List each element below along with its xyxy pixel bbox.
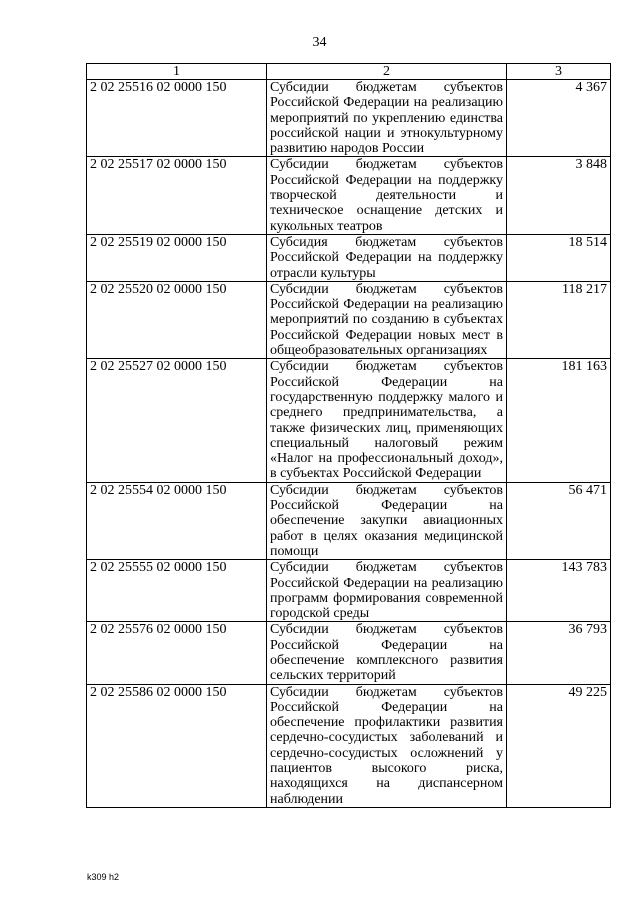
row-amount: 118 217 bbox=[507, 281, 611, 358]
row-code: 2 02 25586 02 0000 150 bbox=[87, 684, 267, 807]
row-description: Субсидия бюджетам субъектов Российской Федерации на поддержку отрасли культуры bbox=[267, 234, 507, 281]
row-amount: 3 848 bbox=[507, 157, 611, 234]
column-header-3: 3 bbox=[507, 64, 611, 80]
table-row bbox=[87, 281, 611, 358]
row-code: 2 02 25517 02 0000 150 bbox=[87, 157, 267, 234]
table-row bbox=[87, 622, 611, 684]
table-row bbox=[87, 684, 611, 807]
row-code: 2 02 25527 02 0000 150 bbox=[87, 359, 267, 482]
row-amount: 36 793 bbox=[507, 622, 611, 684]
row-code: 2 02 25516 02 0000 150 bbox=[87, 80, 267, 157]
row-description: Субсидии бюджетам субъектов Российской Федерации на обеспечение профилактики развития сердечно-сосудистых заболеваний и сердечно-сосудистых осложнений у пациентов высокого риска, находящихся на диспансерном наблюдении bbox=[267, 684, 507, 807]
table-row bbox=[87, 359, 611, 482]
page-number: 34 bbox=[312, 35, 327, 50]
row-amount: 143 783 bbox=[507, 560, 611, 622]
row-description: Субсидии бюджетам субъектов Российской Федерации на реализацию мероприятий по созданию в субъектах Российской Федерации новых мест в общеобразовательных организациях bbox=[267, 281, 507, 358]
row-amount: 49 225 bbox=[507, 684, 611, 807]
row-description: Субсидии бюджетам субъектов Российской Федерации на обеспечение комплексного развития сельских территорий bbox=[267, 622, 507, 684]
document-footer-code: k309 h2 bbox=[87, 872, 120, 882]
column-header-1: 1 bbox=[87, 64, 267, 80]
row-amount: 18 514 bbox=[507, 234, 611, 281]
row-description: Субсидии бюджетам субъектов Российской Федерации на обеспечение закупки авиационных работ в целях оказания медицинской помощи bbox=[267, 482, 507, 559]
column-header-2: 2 bbox=[267, 64, 507, 80]
row-description: Субсидии бюджетам субъектов Российской Федерации на государственную поддержку малого и среднего предпринимательства, а также физических лиц, применяющих специальный налоговый режим «Налог на профессиональный доход», в субъектах Российской Федерации bbox=[267, 359, 507, 482]
table-header-row bbox=[87, 64, 611, 80]
row-code: 2 02 25554 02 0000 150 bbox=[87, 482, 267, 559]
table-row bbox=[87, 157, 611, 234]
row-code: 2 02 25576 02 0000 150 bbox=[87, 622, 267, 684]
row-code: 2 02 25555 02 0000 150 bbox=[87, 560, 267, 622]
row-amount: 4 367 bbox=[507, 80, 611, 157]
table-row bbox=[87, 80, 611, 157]
row-description: Субсидии бюджетам субъектов Российской Федерации на поддержку творческой деятельности и техническое оснащение детских и кукольных театров bbox=[267, 157, 507, 234]
row-description: Субсидии бюджетам субъектов Российской Федерации на реализацию мероприятий по укреплению единства российской нации и этнокультурному развитию народов России bbox=[267, 80, 507, 157]
budget-table bbox=[86, 63, 611, 808]
row-code: 2 02 25520 02 0000 150 bbox=[87, 281, 267, 358]
table-row bbox=[87, 560, 611, 622]
row-description: Субсидии бюджетам субъектов Российской Федерации на реализацию программ формирования современной городской среды bbox=[267, 560, 507, 622]
table-row bbox=[87, 234, 611, 281]
row-amount: 181 163 bbox=[507, 359, 611, 482]
row-amount: 56 471 bbox=[507, 482, 611, 559]
table-row bbox=[87, 482, 611, 559]
row-code: 2 02 25519 02 0000 150 bbox=[87, 234, 267, 281]
